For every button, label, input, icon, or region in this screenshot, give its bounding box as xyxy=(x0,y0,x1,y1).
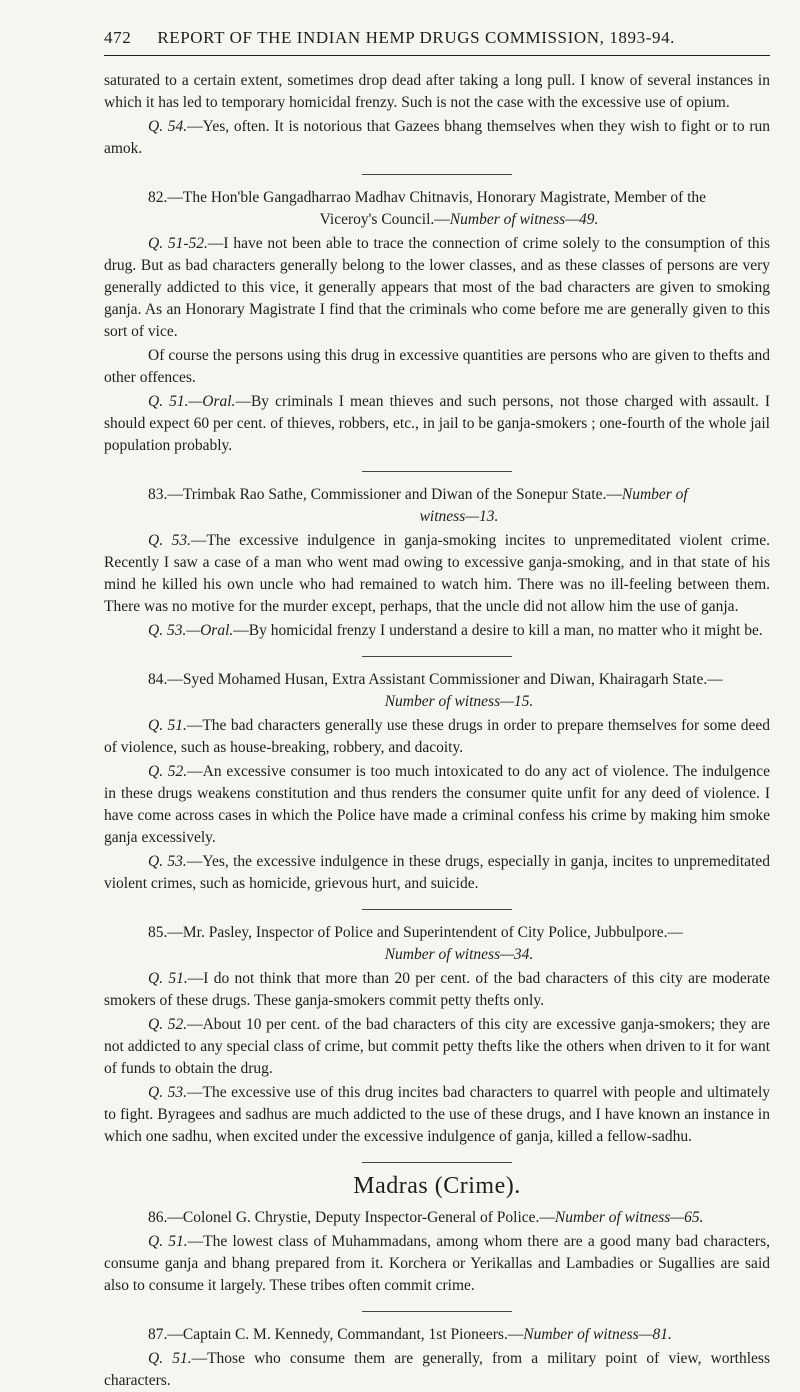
separator-rule xyxy=(362,1311,512,1312)
question-ref: Q. 51-52. xyxy=(148,235,208,252)
question-ref: Q. 51.—Oral. xyxy=(148,393,236,410)
section-title: Madras (Crime). xyxy=(353,1173,521,1199)
answer-text: —By criminals I mean thieves and such persons, not those charged with assault. I should expect 60 per cent. of thieves, robbers, etc., in jail to be ganja-smokers ; one-fourth of the whole jail population probably. xyxy=(104,393,770,454)
separator-rule xyxy=(362,656,512,657)
paragraph xyxy=(104,116,770,160)
paragraph xyxy=(104,968,770,1012)
witness-name: 84.—Syed Mohamed Husan, Extra Assistant Commissioner and Diwan, Khairagarh State.— xyxy=(148,671,723,688)
witness-heading xyxy=(104,187,770,231)
witness-name: 82.—The Hon'ble Gangadharrao Madhav Chitnavis, Honorary Magistrate, Member of the xyxy=(148,189,707,206)
paragraph xyxy=(104,715,770,759)
paragraph xyxy=(104,620,770,642)
witness-number: Number of witness—65. xyxy=(554,1209,704,1226)
page-header xyxy=(104,28,770,48)
paragraph xyxy=(104,1082,770,1148)
header-rule xyxy=(104,55,770,56)
witness-heading xyxy=(104,669,770,713)
witness-number: Number of witness—49. xyxy=(449,211,599,228)
witness-number-cont: witness—13. xyxy=(419,508,499,525)
answer-text: —The lowest class of Muhammadans, among whom there are a good many bad characters, consume ganja and bhang prepared from it. Korchera or Yerikallas and Lambadies or Sugallies are said also to consume it largely. These tribes often commit crime. xyxy=(104,1233,771,1294)
separator-rule xyxy=(362,174,512,175)
paragraph xyxy=(104,1348,770,1392)
paragraph: saturated to a certain extent, sometimes drop dead after taking a long pull. I know of several instances in which it has led to temporary homicidal frenzy. Such is not the case with the excessive use of opium. xyxy=(104,72,770,111)
witness-name-cont xyxy=(104,209,770,231)
answer-text: —I do not think that more than 20 per cent. of the bad characters of this city are moderate smokers of these drugs. These ganja-smokers commit petty thefts only. xyxy=(104,970,770,1009)
witness-name: 83.—Trimbak Rao Sathe, Commissioner and Diwan of the Sonepur State.— xyxy=(148,486,622,503)
question-ref: Q. 51. xyxy=(148,1233,188,1250)
answer-text: —About 10 per cent. of the bad characters of this city are excessive ganja-smokers; they are not addicted to any special class of crime, but commit petty thefts like the others when driven to it for want of funds to obtain the drug. xyxy=(104,1016,770,1077)
witness-name: 86.—Colonel G. Chrystie, Deputy Inspector-General of Police.— xyxy=(148,1209,555,1226)
witness-name: 85.—Mr. Pasley, Inspector of Police and Superintendent of City Police, Jubbulpore.— xyxy=(148,924,683,941)
witness-number: Number of witness—81. xyxy=(523,1326,672,1343)
witness-heading xyxy=(104,1207,770,1229)
witness-number: Number of witness—15. xyxy=(384,693,534,710)
question-ref: Q. 53. xyxy=(148,853,187,870)
witness-number: Number of xyxy=(621,486,688,503)
question-ref: Q. 51. xyxy=(148,717,187,734)
question-ref: Q. 51. xyxy=(148,1350,192,1367)
paragraph xyxy=(104,1231,770,1297)
answer-text: —An excessive consumer is too much intoxicated to do any act of violence. The indulgence in these drugs weakens constitution and thus renders the consumer quite unfit for any deed of violence. I have come across cases in which the Police have made a criminal confess his crime by making him smoke ganja excessively. xyxy=(104,763,770,846)
separator-rule xyxy=(362,909,512,910)
paragraph xyxy=(104,233,770,343)
paragraph xyxy=(104,851,770,895)
question-ref: Q. 53. xyxy=(148,532,191,549)
paragraph xyxy=(104,761,770,849)
witness-title: Viceroy's Council.— xyxy=(319,211,450,228)
witness-number: Number of witness—34. xyxy=(384,946,534,963)
answer-text: —By homicidal frenzy I understand a desire to kill a man, no matter who it might be. xyxy=(233,622,763,639)
separator-rule xyxy=(362,1162,512,1163)
paragraph: Of course the persons using this drug in excessive quantities are persons who are given to thefts and other offences. xyxy=(104,347,770,386)
paragraph xyxy=(104,530,770,618)
question-ref: Q. 52. xyxy=(148,1016,188,1033)
answer-text: —Yes, the excessive indulgence in these drugs, especially in ganja, incites to unpremeditated violent crimes, such as homicide, grievous hurt, and suicide. xyxy=(104,853,770,892)
page-number: 472 xyxy=(104,28,132,47)
answer-text: —The bad characters generally use these drugs in order to prepare themselves for some deed of violence, such as house-breaking, robbery, and dacoity. xyxy=(104,717,770,756)
witness-heading xyxy=(104,1324,770,1346)
witness-heading xyxy=(104,922,770,966)
answer-text: —I have not been able to trace the connection of crime solely to the consumption of this drug. But as bad characters generally belong to the lower classes, and as these classes of persons are very generally addicted to this vice, it generally appears that most of the bad characters are given to smoking ganja. As an Honorary Magistrate I find that the criminals who come before me are generally given to this sort of vice. xyxy=(104,235,770,340)
question-ref: Q. 53. xyxy=(148,1084,188,1101)
question-ref: Q. 53.—Oral. xyxy=(148,622,234,639)
witness-name: 87.—Captain C. M. Kennedy, Commandant, 1st Pioneers.— xyxy=(148,1326,524,1343)
question-ref: Q. 54. xyxy=(148,118,188,135)
paragraph xyxy=(104,1014,770,1080)
answer-text: —The excessive indulgence in ganja-smoking incites to unpremeditated violent crime. Recently I saw a case of a man who went mad owing to excessive ganja-smoking, and in that state of his mind he killed his own uncle who had remained to watch him. There was no ill-feeling between them. There was no motive for the murder except, perhaps, that the uncle did not allow him the use of ganja. xyxy=(104,532,770,615)
separator-rule xyxy=(362,471,512,472)
running-title: REPORT OF THE INDIAN HEMP DRUGS COMMISSION, 1893-94. xyxy=(157,28,676,47)
answer-text: —The excessive use of this drug incites bad characters to quarrel with people and ultimately to fight. Byragees and sadhus are much addicted to the use of these drugs, and I have known an instance in which one sadhu, when excited under the excessive indulgence of ganja, killed a fellow-sadhu. xyxy=(104,1084,770,1145)
witness-heading xyxy=(104,484,770,528)
page-body xyxy=(104,70,770,1392)
question-ref: Q. 51. xyxy=(148,970,188,987)
answer-text: —Yes, often. It is notorious that Gazees bhang themselves when they wish to fight or to run amok. xyxy=(104,118,770,157)
paragraph xyxy=(104,391,770,457)
answer-text: —Those who consume them are generally, from a military point of view, worthless characters. xyxy=(104,1350,770,1389)
question-ref: Q. 52. xyxy=(148,763,188,780)
